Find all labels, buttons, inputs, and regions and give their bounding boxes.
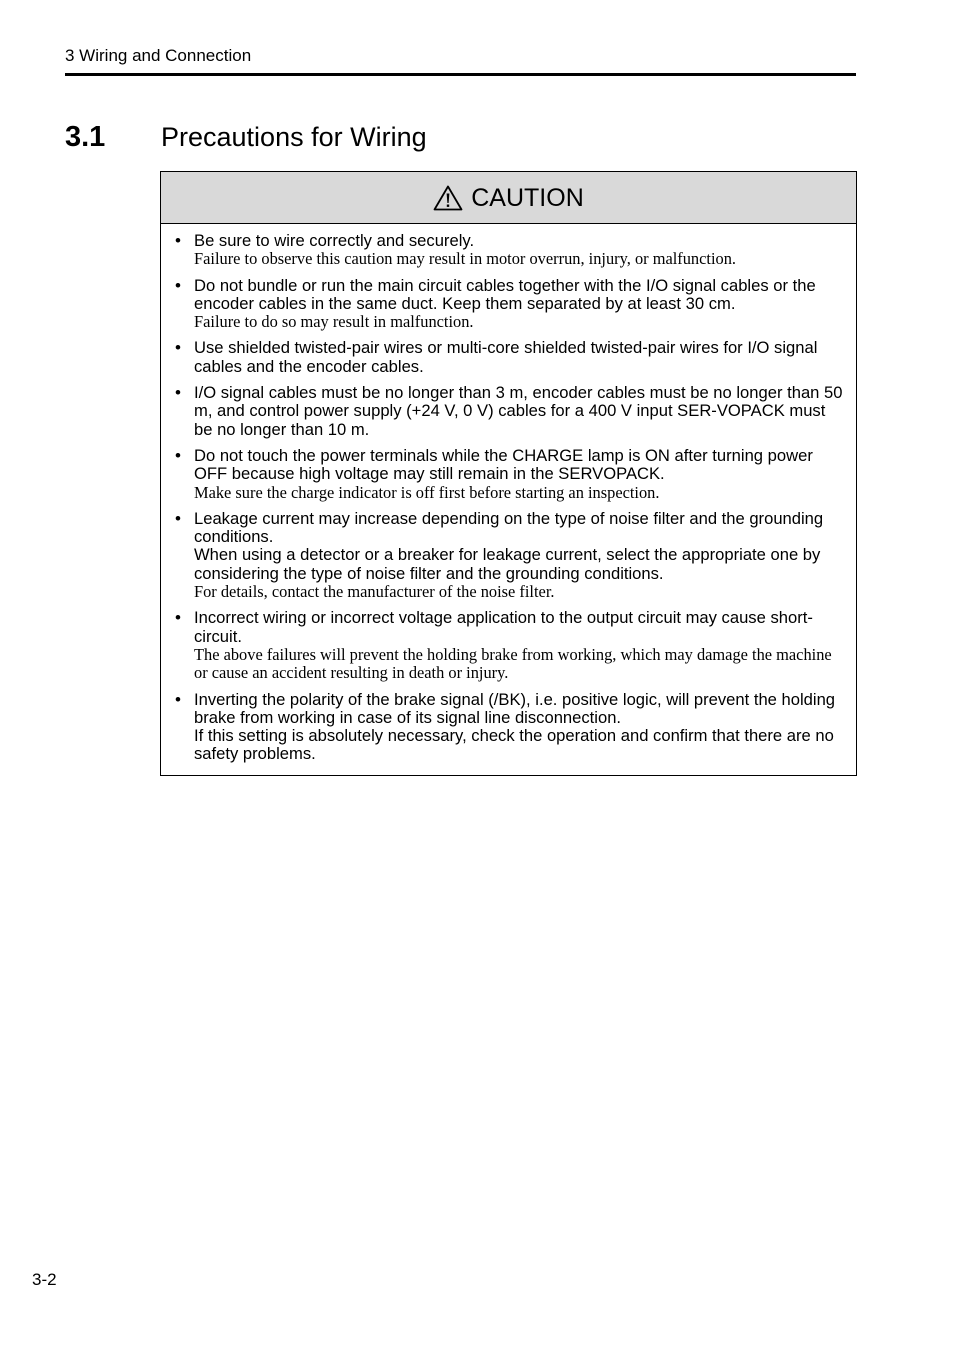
bullet: •	[175, 338, 181, 358]
section-title: Precautions for Wiring	[161, 122, 427, 152]
caution-note: For details, contact the manufacturer of the noise filter.	[194, 582, 555, 602]
warning-triangle-icon	[433, 185, 463, 211]
bullet: •	[175, 445, 181, 465]
bullet: •	[175, 689, 181, 709]
caution-item	[161, 384, 844, 439]
running-header: 3 Wiring and Connection	[65, 46, 252, 65]
header-rule	[65, 73, 856, 76]
bullet: •	[175, 508, 181, 528]
bullet: •	[175, 231, 181, 250]
caution-item	[161, 609, 844, 682]
caution-text: Do not touch the power terminals while the CHARGE lamp is ON after turning power OFF because high voltage may still remain in the SERVOPACK.	[194, 445, 813, 484]
bullet: •	[175, 275, 181, 295]
caution-item	[161, 277, 844, 332]
caution-item	[161, 510, 844, 601]
caution-header	[161, 172, 856, 224]
caution-text: Use shielded twisted-pair wires or multi-core shielded twisted-pair wires for I/O signal cables and the encoder cables.	[194, 338, 818, 376]
bullet: •	[175, 608, 181, 628]
caution-note: Make sure the charge indicator is off first before starting an inspection.	[194, 482, 660, 502]
caution-item	[161, 232, 844, 269]
page-number: 3-2	[32, 1270, 57, 1289]
caution-item	[161, 691, 844, 764]
caution-text: Do not bundle or run the main circuit cables together with the I/O signal cables or the encoder cables in the same duct. Keep them separated by at least 30 cm.	[194, 275, 816, 313]
caution-note: The above failures will prevent the holding brake from working, which may damage the machine or cause an accident resulting in death or injury.	[194, 644, 832, 683]
caution-list	[161, 224, 856, 775]
caution-note: Failure to do so may result in malfunction.	[194, 312, 474, 332]
caution-text: Incorrect wiring or incorrect voltage application to the output circuit may cause short-circuit.	[194, 608, 813, 646]
caution-box	[160, 171, 857, 776]
caution-label: CAUTION	[471, 183, 584, 212]
caution-text-continued: When using a detector or a breaker for leakage current, select the appropriate one by considering the type of noise filter and the grounding conditions.	[194, 545, 821, 583]
caution-note: Failure to observe this caution may result in motor overrun, injury, or malfunction.	[194, 249, 736, 269]
caution-text-continued: If this setting is absolutely necessary, check the operation and confirm that there are no safety problems.	[194, 726, 834, 764]
caution-text: Leakage current may increase depending on the type of noise filter and the grounding conditions.	[194, 508, 824, 547]
caution-text: Inverting the polarity of the brake signal (/BK), i.e. positive logic, will prevent the holding brake from working in case of its signal line disconnection.	[194, 689, 836, 727]
caution-text: I/O signal cables must be no longer than 3 m, encoder cables must be no longer than 50 m, and control power supply (+24 V, 0 V) cables for a 400 V input SER-VOPACK must be no longer than 10 m.	[194, 383, 843, 439]
section-number: 3.1	[65, 121, 106, 153]
caution-text: Be sure to wire correctly and securely.	[194, 231, 475, 250]
bullet: •	[175, 383, 181, 403]
caution-item	[161, 447, 844, 502]
caution-item	[161, 339, 844, 376]
